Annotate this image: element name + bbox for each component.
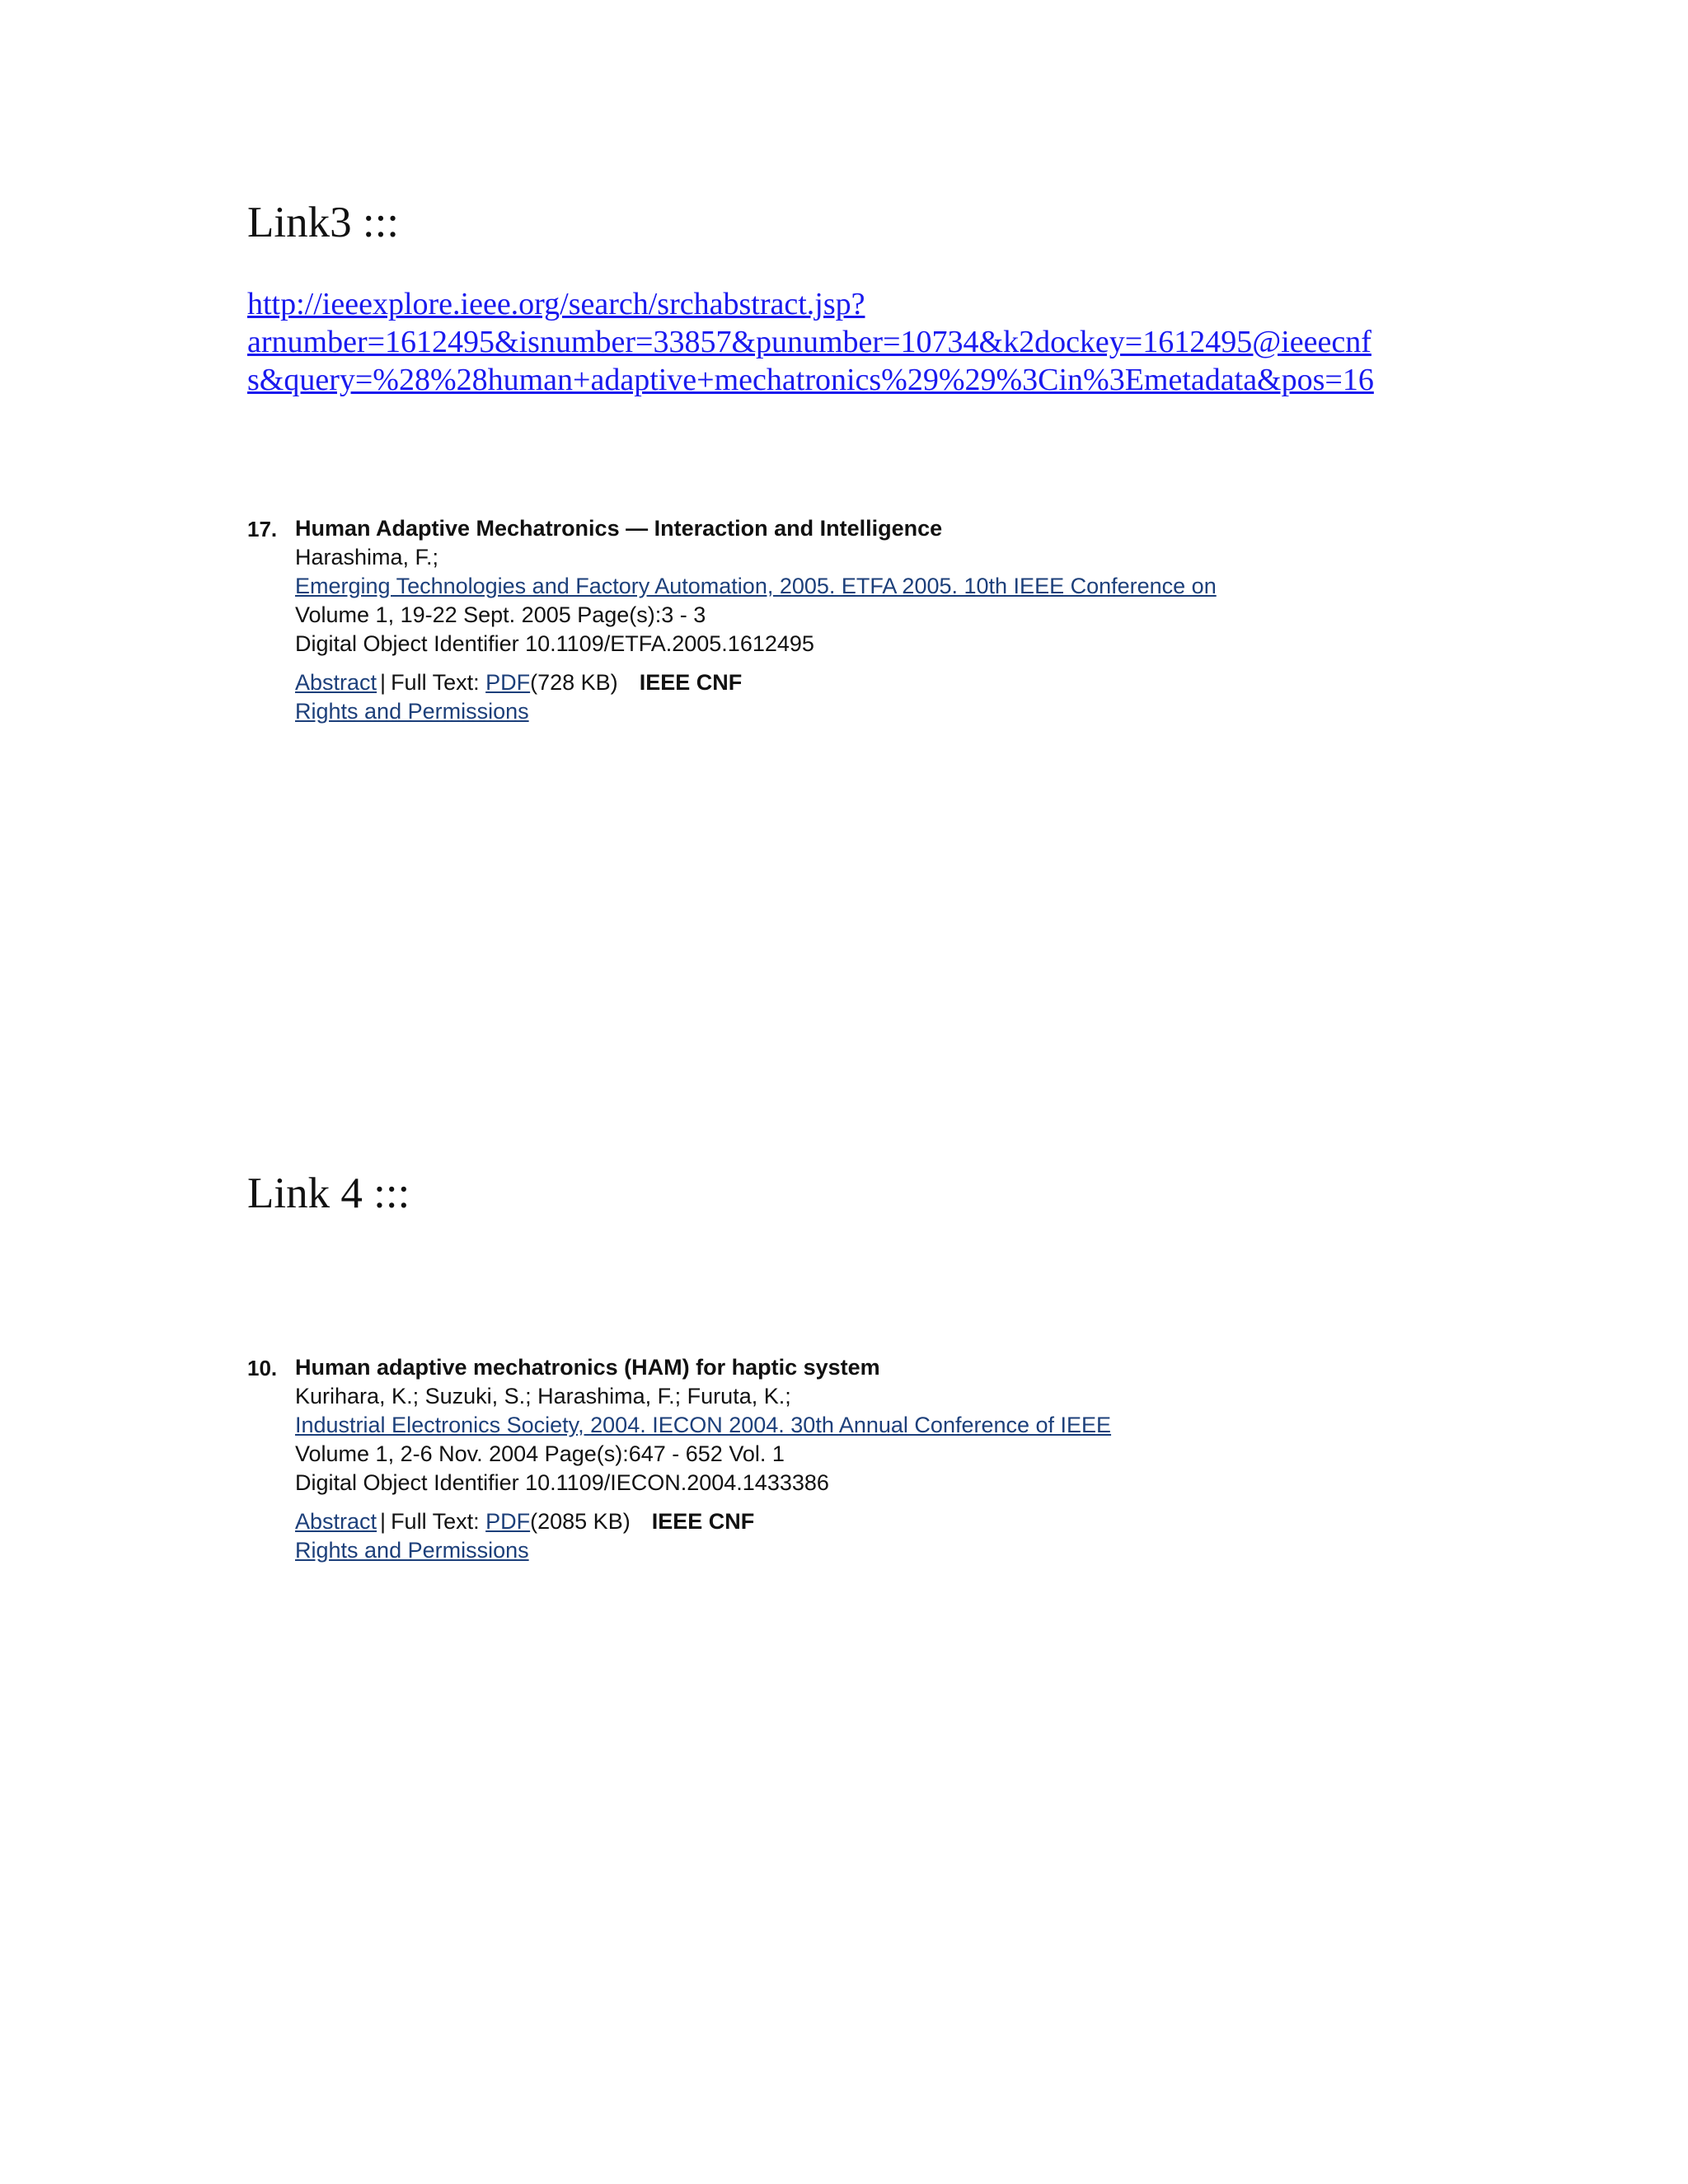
result-body [295, 1353, 1482, 1565]
result-number: 17. [247, 517, 278, 541]
pdf-size: (728 KB) [530, 670, 618, 695]
result-actions-row [295, 668, 1482, 697]
result-authors: Harashima, F.; [295, 545, 439, 569]
volume-info: Volume 1, 2-6 Nov. 2004 Page(s):647 - 652 Vol. 1 [295, 1441, 785, 1466]
rights-permissions-link[interactable]: Rights and Permissions [295, 1538, 529, 1563]
rights-permissions-link[interactable]: Rights and Permissions [295, 699, 529, 724]
abstract-link[interactable]: Abstract [295, 1509, 377, 1534]
result-number: 10. [247, 1356, 278, 1380]
publication-link[interactable]: Emerging Technologies and Factory Automation, 2005. ETFA 2005. 10th IEEE Conference on [295, 574, 1217, 598]
ieee-abstract-url-link[interactable] [247, 285, 1451, 399]
result-title: Human adaptive mechatronics (HAM) for haptic system [295, 1355, 880, 1380]
pdf-link[interactable]: PDF [485, 670, 531, 695]
doi-text: Digital Object Identifier 10.1109/IECON.2004.1433386 [295, 1470, 829, 1495]
abstract-link[interactable]: Abstract [295, 670, 377, 695]
pdf-size: (2085 KB) [530, 1509, 631, 1534]
ieee-cnf-badge: IEEE CNF [639, 670, 743, 695]
ieee-cnf-badge: IEEE CNF [651, 1509, 755, 1534]
publication-link[interactable]: Industrial Electronics Society, 2004. IECON 2004. 30th Annual Conference of IEEE [295, 1413, 1112, 1437]
result-body [295, 514, 1482, 726]
separator: | [380, 670, 387, 695]
pdf-link[interactable]: PDF [485, 1509, 531, 1534]
url-line-3[interactable]: s&query=%28%28human+adaptive+mechatronics%29%29%3Cin%3Emetadata&pos=16 [247, 363, 1374, 397]
full-text-label: Full Text: [391, 1509, 480, 1534]
url-line-2[interactable]: arnumber=1612495&isnumber=33857&punumber=10734&k2dockey=1612495@ieeecnf [247, 325, 1372, 359]
section-heading-link3: Link3 ::: [247, 199, 400, 246]
result-title: Human Adaptive Mechatronics — Interaction and Intelligence [295, 516, 943, 541]
volume-info: Volume 1, 19-22 Sept. 2005 Page(s):3 - 3 [295, 602, 706, 627]
result-actions-row [295, 1507, 1482, 1536]
separator: | [380, 1509, 387, 1534]
url-line-1[interactable]: http://ieeexplore.ieee.org/search/srchabstract.jsp? [247, 287, 865, 321]
section-heading-link4: Link 4 ::: [247, 1169, 410, 1217]
result-authors: Kurihara, K.; Suzuki, S.; Harashima, F.; Furuta, K.; [295, 1384, 791, 1408]
full-text-label: Full Text: [391, 670, 480, 695]
doi-text: Digital Object Identifier 10.1109/ETFA.2005.1612495 [295, 631, 814, 656]
